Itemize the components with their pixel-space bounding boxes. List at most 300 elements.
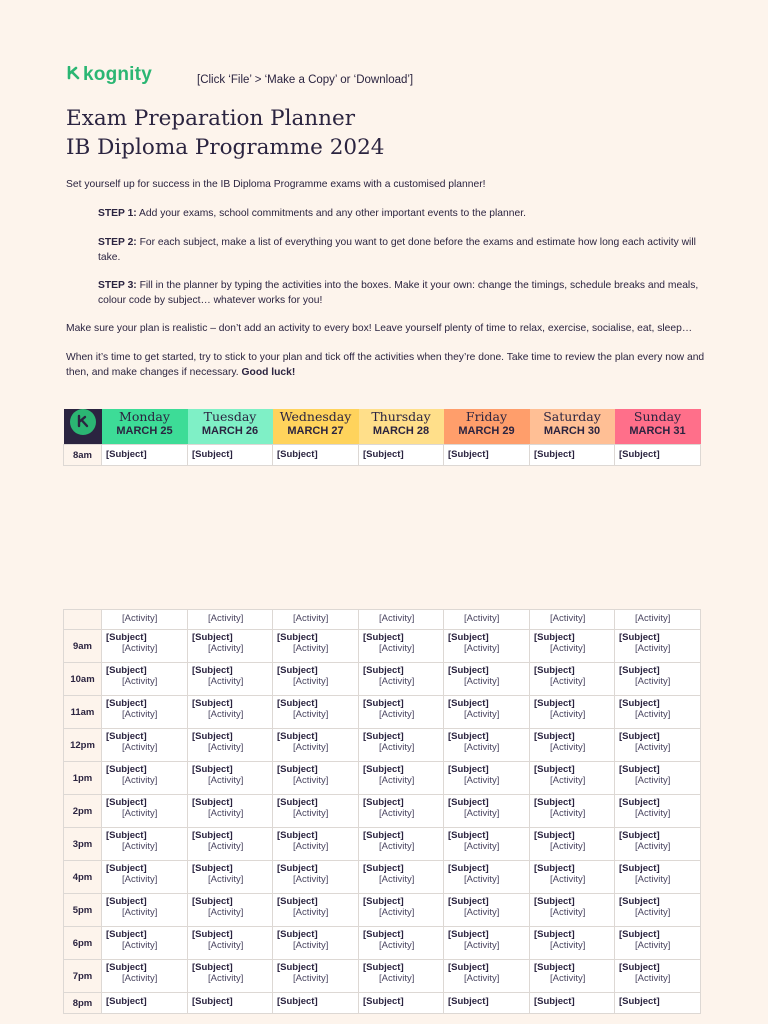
subject-placeholder: [Subject] [192,731,233,742]
subject-placeholder: [Subject] [534,830,575,841]
subject-placeholder: [Subject] [448,863,489,874]
planner-cell[interactable] [273,795,359,828]
header-logo-cell [64,409,102,445]
activity-placeholder: [Activity] [550,973,586,984]
planner-cell[interactable] [615,610,701,630]
activity-placeholder: [Activity] [122,907,158,918]
subject-placeholder: [Subject] [106,962,147,973]
activity-placeholder: [Activity] [635,709,671,720]
subject-placeholder: [Subject] [106,996,147,1007]
subject-placeholder: [Subject] [619,830,660,841]
subject-placeholder: [Subject] [192,962,233,973]
activity-placeholder: [Activity] [550,676,586,687]
day-header-saturday [530,409,615,445]
activity-placeholder: [Activity] [122,676,158,687]
planner-cell[interactable] [530,993,615,1014]
planner-cell[interactable] [359,729,444,762]
planner-cell[interactable] [359,663,444,696]
subject-placeholder: [Subject] [277,449,318,460]
realistic-note: Make sure your plan is realistic – don’t add an activity to every box! Leave yourself plenty of time to relax, exercise, socialise, eat, sleep… [66,323,693,334]
activity-placeholder: [Activity] [122,742,158,753]
planner-cell[interactable] [102,630,188,663]
activity-placeholder: [Activity] [550,874,586,885]
planner-cell[interactable] [102,762,188,795]
planner-cell[interactable] [359,894,444,927]
planner-cell[interactable] [530,610,615,630]
subject-placeholder: [Subject] [192,830,233,841]
planner-cell[interactable] [359,861,444,894]
planner-cell[interactable] [359,993,444,1014]
step-1 [98,207,706,222]
subject-placeholder: [Subject] [448,698,489,709]
activity-placeholder: [Activity] [208,775,244,786]
day-header-row [64,409,701,445]
activity-placeholder: [Activity] [550,775,586,786]
planner-cell[interactable] [102,696,188,729]
activity-placeholder: [Activity] [379,973,415,984]
kognity-badge-icon [70,409,96,435]
activity-placeholder: [Activity] [293,643,329,654]
planner-cell[interactable] [615,663,701,696]
subject-placeholder: [Subject] [619,896,660,907]
subject-placeholder: [Subject] [363,449,404,460]
planner-cell[interactable] [530,762,615,795]
activity-placeholder: [Activity] [550,613,586,624]
activity-placeholder: [Activity] [464,709,500,720]
activity-placeholder: [Activity] [464,643,500,654]
planner-cell[interactable] [615,445,701,466]
subject-placeholder: [Subject] [448,632,489,643]
planner-cell[interactable] [273,927,359,960]
planner-cell[interactable] [359,960,444,993]
planner-cell[interactable] [102,828,188,861]
subject-placeholder: [Subject] [106,830,147,841]
planner-table-header [63,409,701,466]
planner-cell[interactable] [273,762,359,795]
subject-placeholder: [Subject] [534,863,575,874]
subject-placeholder: [Subject] [448,830,489,841]
subject-placeholder: [Subject] [534,764,575,775]
planner-table-body [63,609,701,1014]
planner-cell[interactable] [102,960,188,993]
planner-cell[interactable] [359,927,444,960]
activity-placeholder: [Activity] [464,940,500,951]
activity-placeholder: [Activity] [122,841,158,852]
subject-placeholder: [Subject] [277,830,318,841]
subject-placeholder: [Subject] [192,896,233,907]
planner-cell[interactable] [188,663,273,696]
planner-cell[interactable] [188,729,273,762]
activity-placeholder: [Activity] [293,808,329,819]
subject-placeholder: [Subject] [277,996,318,1007]
kognity-logo [66,64,152,86]
subject-placeholder: [Subject] [106,929,147,940]
subject-placeholder: [Subject] [363,797,404,808]
activity-placeholder: [Activity] [635,808,671,819]
planner-cell[interactable] [615,696,701,729]
time-row-2pm [64,795,701,828]
time-label: 2pm [64,795,102,828]
time-row-10am [64,663,701,696]
day-date: MARCH 27 [287,425,344,437]
subject-placeholder: [Subject] [106,731,147,742]
time-label: 9am [64,630,102,663]
planner-cell[interactable] [444,729,530,762]
planner-cell[interactable] [188,861,273,894]
planner-cell[interactable] [615,630,701,663]
subject-placeholder: [Subject] [619,632,660,643]
subject-placeholder: [Subject] [534,797,575,808]
planner-cell[interactable] [102,795,188,828]
time-label: 7pm [64,960,102,993]
activity-placeholder: [Activity] [122,973,158,984]
activity-placeholder: [Activity] [293,973,329,984]
subject-placeholder: [Subject] [619,764,660,775]
planner-cell[interactable] [102,993,188,1014]
step-2-text: For each subject, make a list of everything you want to get done before the exams and estimate how long each activity will take. [98,237,696,263]
subject-placeholder: [Subject] [363,996,404,1007]
subject-placeholder: [Subject] [534,632,575,643]
activity-placeholder: [Activity] [379,709,415,720]
planner-cell[interactable] [188,960,273,993]
day-date: MARCH 28 [372,425,430,437]
day-header-friday [444,409,530,445]
subject-placeholder: [Subject] [619,929,660,940]
subject-placeholder: [Subject] [448,731,489,742]
activity-placeholder: [Activity] [379,808,415,819]
planner-cell[interactable] [615,762,701,795]
day-name: Wednesday [279,409,352,424]
time-label: 1pm [64,762,102,795]
planner-cell[interactable] [359,828,444,861]
activity-placeholder: [Activity] [293,676,329,687]
activity-placeholder: [Activity] [293,709,329,720]
activity-placeholder: [Activity] [635,613,671,624]
time-row-12pm [64,729,701,762]
planner-cell[interactable] [530,960,615,993]
activity-placeholder: [Activity] [208,907,244,918]
activity-placeholder: [Activity] [122,808,158,819]
day-header-thursday [359,409,444,445]
planner-cell[interactable] [615,795,701,828]
subject-placeholder: [Subject] [277,962,318,973]
activity-placeholder: [Activity] [293,775,329,786]
activity-placeholder: [Activity] [122,874,158,885]
activity-placeholder: [Activity] [293,907,329,918]
planner-cell[interactable] [102,445,188,466]
subject-placeholder: [Subject] [363,962,404,973]
subject-placeholder: [Subject] [619,665,660,676]
title-line-2: IB Diploma Programme 2024 [66,135,385,160]
planner-cell[interactable] [444,696,530,729]
subject-placeholder: [Subject] [448,929,489,940]
time-label: 4pm [64,861,102,894]
planner-cell[interactable] [273,861,359,894]
time-row-9am [64,630,701,663]
time-label: 10am [64,663,102,696]
page-title [66,104,384,162]
activity-placeholder: [Activity] [379,775,415,786]
time-row-4pm [64,861,701,894]
planner-cell[interactable] [273,960,359,993]
planner-cell[interactable] [444,861,530,894]
subject-placeholder: [Subject] [277,797,318,808]
subject-placeholder: [Subject] [192,863,233,874]
planner-cell[interactable] [444,894,530,927]
planner-cell[interactable] [102,894,188,927]
title-line-1: Exam Preparation Planner [66,106,356,131]
step-2-label: STEP 2: [98,237,137,248]
time-row-8am [64,445,701,466]
subject-placeholder: [Subject] [106,797,147,808]
planner-cell[interactable] [615,861,701,894]
subject-placeholder: [Subject] [277,929,318,940]
planner-cell[interactable] [273,696,359,729]
planner-cell[interactable] [615,927,701,960]
time-label: 6pm [64,927,102,960]
subject-placeholder: [Subject] [534,665,575,676]
day-date: MARCH 26 [201,425,259,437]
subject-placeholder: [Subject] [448,764,489,775]
planner-cell[interactable] [530,696,615,729]
activity-placeholder: [Activity] [464,742,500,753]
subject-placeholder: [Subject] [363,896,404,907]
activity-placeholder: [Activity] [464,907,500,918]
planner-cell[interactable] [615,993,701,1014]
planner-cell[interactable] [188,993,273,1014]
subject-placeholder: [Subject] [448,449,489,460]
time-row-11am [64,696,701,729]
subject-placeholder: [Subject] [448,665,489,676]
subject-placeholder: [Subject] [619,863,660,874]
activity-placeholder: [Activity] [379,940,415,951]
time-row-7pm [64,960,701,993]
subject-placeholder: [Subject] [363,632,404,643]
subject-placeholder: [Subject] [363,764,404,775]
activity-placeholder: [Activity] [122,643,158,654]
activity-placeholder: [Activity] [293,940,329,951]
subject-placeholder: [Subject] [277,665,318,676]
subject-placeholder: [Subject] [363,863,404,874]
planner-cell[interactable] [359,610,444,630]
subject-placeholder: [Subject] [534,929,575,940]
activity-placeholder: [Activity] [122,709,158,720]
time-label: 8am [64,445,102,466]
activity-placeholder: [Activity] [208,709,244,720]
activity-placeholder: [Activity] [550,841,586,852]
time-label: 11am [64,696,102,729]
subject-placeholder: [Subject] [619,797,660,808]
subject-placeholder: [Subject] [106,896,147,907]
step-1-label: STEP 1: [98,208,137,219]
day-date: MARCH 30 [543,425,601,437]
planner-cell[interactable] [444,445,530,466]
time-row-1pm [64,762,701,795]
planner-cell[interactable] [188,795,273,828]
planner-cell[interactable] [444,630,530,663]
activity-placeholder: [Activity] [379,907,415,918]
planner-cell[interactable] [359,696,444,729]
activity-placeholder: [Activity] [550,742,586,753]
planner-cell[interactable] [530,861,615,894]
planner-cell[interactable] [530,894,615,927]
planner-cell[interactable] [444,828,530,861]
planner-cell[interactable] [444,663,530,696]
intro-text: Set yourself up for success in the IB Diploma Programme exams with a customised planner! [66,179,486,190]
planner-cell[interactable] [530,630,615,663]
planner-cell[interactable] [102,861,188,894]
activity-placeholder: [Activity] [122,940,158,951]
subject-placeholder: [Subject] [619,698,660,709]
planner-cell[interactable] [444,762,530,795]
planner-cell[interactable] [102,610,188,630]
planner-cell[interactable] [102,729,188,762]
planner-cell[interactable] [188,927,273,960]
activity-placeholder: [Activity] [550,907,586,918]
copy-instructions: [Click ‘File’ > ‘Make a Copy’ or ‘Download’] [197,74,414,86]
activity-placeholder: [Activity] [379,841,415,852]
planner-cell[interactable] [273,729,359,762]
activity-continuation-row [64,610,701,630]
time-row-3pm [64,828,701,861]
activity-placeholder: [Activity] [122,613,158,624]
subject-placeholder: [Subject] [534,449,575,460]
planner-cell[interactable] [530,927,615,960]
kognity-k-icon [66,66,82,84]
planner-cell[interactable] [444,927,530,960]
planner-cell[interactable] [615,729,701,762]
planner-cell[interactable] [188,894,273,927]
subject-placeholder: [Subject] [192,797,233,808]
subject-placeholder: [Subject] [192,665,233,676]
time-row-8pm [64,993,701,1014]
planner-cell[interactable] [273,894,359,927]
step-3 [98,279,706,308]
planner-cell[interactable] [530,729,615,762]
activity-placeholder: [Activity] [379,643,415,654]
activity-placeholder: [Activity] [208,874,244,885]
planner-cell[interactable] [530,445,615,466]
planner-cell[interactable] [615,828,701,861]
planner-cell[interactable] [530,663,615,696]
activity-placeholder: [Activity] [635,676,671,687]
planner-cell[interactable] [188,445,273,466]
planner-cell[interactable] [615,894,701,927]
subject-placeholder: [Subject] [619,962,660,973]
step-2 [98,236,706,265]
planner-cell[interactable] [188,610,273,630]
day-header-wednesday [273,409,359,445]
activity-placeholder: [Activity] [208,643,244,654]
day-header-sunday [615,409,701,445]
activity-placeholder: [Activity] [464,676,500,687]
planner-cell[interactable] [444,960,530,993]
activity-placeholder: [Activity] [293,841,329,852]
planner-cell[interactable] [273,630,359,663]
subject-placeholder: [Subject] [619,731,660,742]
planner-cell[interactable] [273,993,359,1014]
day-date: MARCH 29 [458,425,515,437]
subject-placeholder: [Subject] [534,731,575,742]
subject-placeholder: [Subject] [277,731,318,742]
activity-placeholder: [Activity] [550,940,586,951]
time-label: 12pm [64,729,102,762]
planner-cell[interactable] [273,663,359,696]
day-name: Thursday [371,409,431,424]
subject-placeholder: [Subject] [534,698,575,709]
subject-placeholder: [Subject] [277,896,318,907]
planner-cell[interactable] [444,795,530,828]
planner-cell[interactable] [444,610,530,630]
day-name: Monday [119,409,170,424]
activity-placeholder: [Activity] [550,808,586,819]
planner-cell[interactable] [530,795,615,828]
planner-cell[interactable] [444,993,530,1014]
planner-cell[interactable] [273,610,359,630]
activity-placeholder: [Activity] [208,808,244,819]
planner-cell[interactable] [102,927,188,960]
day-name: Friday [465,409,508,424]
planner-cell[interactable] [188,762,273,795]
subject-placeholder: [Subject] [192,929,233,940]
day-name: Tuesday [203,409,257,424]
activity-placeholder: [Activity] [464,973,500,984]
activity-placeholder: [Activity] [464,613,500,624]
planner-cell[interactable] [359,795,444,828]
planner-cell[interactable] [102,663,188,696]
planner-cell[interactable] [359,630,444,663]
subject-placeholder: [Subject] [363,731,404,742]
subject-placeholder: [Subject] [277,863,318,874]
subject-placeholder: [Subject] [192,632,233,643]
activity-placeholder: [Activity] [635,742,671,753]
k-glyph-icon [75,414,91,430]
subject-placeholder: [Subject] [363,830,404,841]
activity-placeholder: [Activity] [293,874,329,885]
activity-placeholder: [Activity] [122,775,158,786]
step-1-text: Add your exams, school commitments and any other important events to the planner. [136,208,526,219]
day-date: MARCH 31 [629,425,686,437]
subject-placeholder: [Subject] [534,896,575,907]
activity-placeholder: [Activity] [208,742,244,753]
activity-placeholder: [Activity] [550,709,586,720]
planner-cell[interactable] [359,445,444,466]
planner-cell[interactable] [188,630,273,663]
planner-cell[interactable] [530,828,615,861]
planner-cell[interactable] [273,445,359,466]
activity-placeholder: [Activity] [208,841,244,852]
planner-cell[interactable] [359,762,444,795]
activity-placeholder: [Activity] [635,907,671,918]
subject-placeholder: [Subject] [277,764,318,775]
time-label: 3pm [64,828,102,861]
planner-cell[interactable] [188,696,273,729]
subject-placeholder: [Subject] [106,863,147,874]
day-date: MARCH 25 [116,425,173,437]
day-name: Sunday [633,409,682,424]
subject-placeholder: [Subject] [277,632,318,643]
subject-placeholder: [Subject] [534,962,575,973]
planner-cell[interactable] [188,828,273,861]
time-label: 8pm [64,993,102,1014]
activity-placeholder: [Activity] [379,613,415,624]
planner-cell[interactable] [273,828,359,861]
planner-cell[interactable] [615,960,701,993]
subject-placeholder: [Subject] [448,962,489,973]
step-3-text: Fill in the planner by typing the activities into the boxes. Make it your own: change the timings, schedule breaks and meals, colour code by subject… whatever works for you! [98,280,699,306]
subject-placeholder: [Subject] [448,896,489,907]
day-name: Saturday [543,409,601,424]
